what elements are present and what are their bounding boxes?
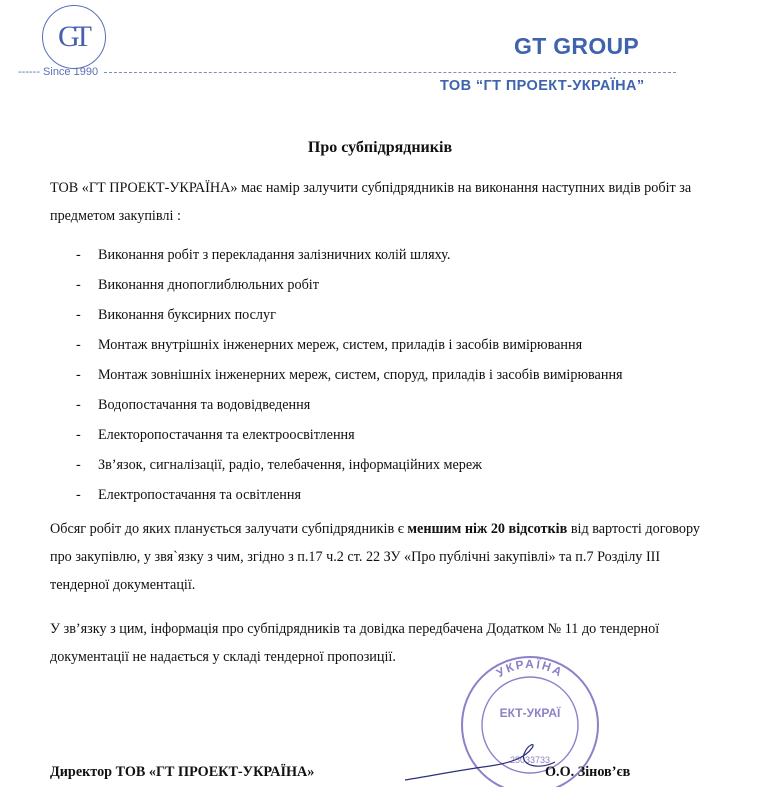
list-item-text: Електоропостачання та електроосвітлення <box>98 427 355 443</box>
list-item-text: Виконання буксирних послуг <box>98 307 276 323</box>
scope-text-bold: меншим ніж 20 відсотків <box>407 521 568 537</box>
list-item <box>76 330 623 360</box>
list-marker: - <box>76 277 81 293</box>
document-title: Про субпідрядників <box>307 139 453 156</box>
list-item-text: Виконання днопоглиблюльних робіт <box>98 277 319 293</box>
list-item <box>76 240 623 270</box>
list-item <box>76 450 623 480</box>
works-list <box>76 240 623 510</box>
header-divider <box>104 72 676 73</box>
logo-monogram: GT <box>58 20 86 53</box>
list-marker: - <box>76 337 81 353</box>
list-item-text: Монтаж внутрішніх інженерних мереж, систем, приладів і засобів вимірювання <box>98 337 583 353</box>
list-item <box>76 390 623 420</box>
stamp-top-text: УКРАЇНА <box>493 656 567 681</box>
list-item-text: Водопостачання та водовідведення <box>98 397 311 413</box>
list-item <box>76 360 623 390</box>
list-item-text: Електропостачання та освітлення <box>98 487 301 503</box>
handwritten-signature <box>400 740 560 787</box>
list-marker: - <box>76 457 81 473</box>
list-marker: - <box>76 397 81 413</box>
list-marker: - <box>76 487 81 503</box>
since-label: ------ Since 1990 <box>18 66 99 78</box>
list-marker: - <box>76 427 81 443</box>
list-marker: - <box>76 307 81 323</box>
brand-name: GT GROUP <box>514 33 640 59</box>
scope-text-end: від вартості договору про закупівлю, у звя`язку з чим, згідно з п.17 ч.2 ст. 22 ЗУ «Про публічні закупівлі» та п.7 Розділу ІІІ тендерної документації. <box>50 521 700 593</box>
list-item <box>76 420 623 450</box>
list-item-text: Зв’язок, сигналізації, радіо, телебачення, інформаційних мереж <box>98 457 482 473</box>
scope-paragraph <box>50 515 710 599</box>
scope-text-start: Обсяг робіт до яких планується залучати субпідрядників є <box>50 521 408 537</box>
company-logo <box>42 5 106 69</box>
list-item <box>76 480 623 510</box>
director-name: О.О. Зінов’єв <box>545 764 631 780</box>
stamp-middle-text: ЕКТ-УКРАЇ <box>499 706 561 720</box>
conclusion-paragraph: У зв’язку з цим, інформація про субпідрядників та довідка передбачена Додатком № 11 до тендерної документації не надається у складі тендерної пропозиції. <box>50 621 660 665</box>
stamp-code: 25033733 <box>509 755 551 765</box>
list-item-text: Виконання робіт з перекладання залізничних колій шляху. <box>98 247 451 263</box>
list-item <box>76 300 623 330</box>
list-marker: - <box>76 367 81 383</box>
signature-stroke <box>405 745 555 780</box>
list-item <box>76 270 623 300</box>
director-position: Директор ТОВ «ГТ ПРОЕКТ-УКРАЇНА» <box>50 764 315 780</box>
list-item-text: Монтаж зовнішніх інженерних мереж, систем, споруд, приладів і засобів вимірювання <box>98 367 623 383</box>
intro-paragraph: ТОВ «ГТ ПРОЕКТ-УКРАЇНА» має намір залучити субпідрядників на виконання наступних видів робіт за предметом закупівлі : <box>50 180 692 224</box>
company-name: ТОВ “ГТ ПРОЕКТ-УКРАЇНА” <box>440 78 645 94</box>
list-marker: - <box>76 247 81 263</box>
